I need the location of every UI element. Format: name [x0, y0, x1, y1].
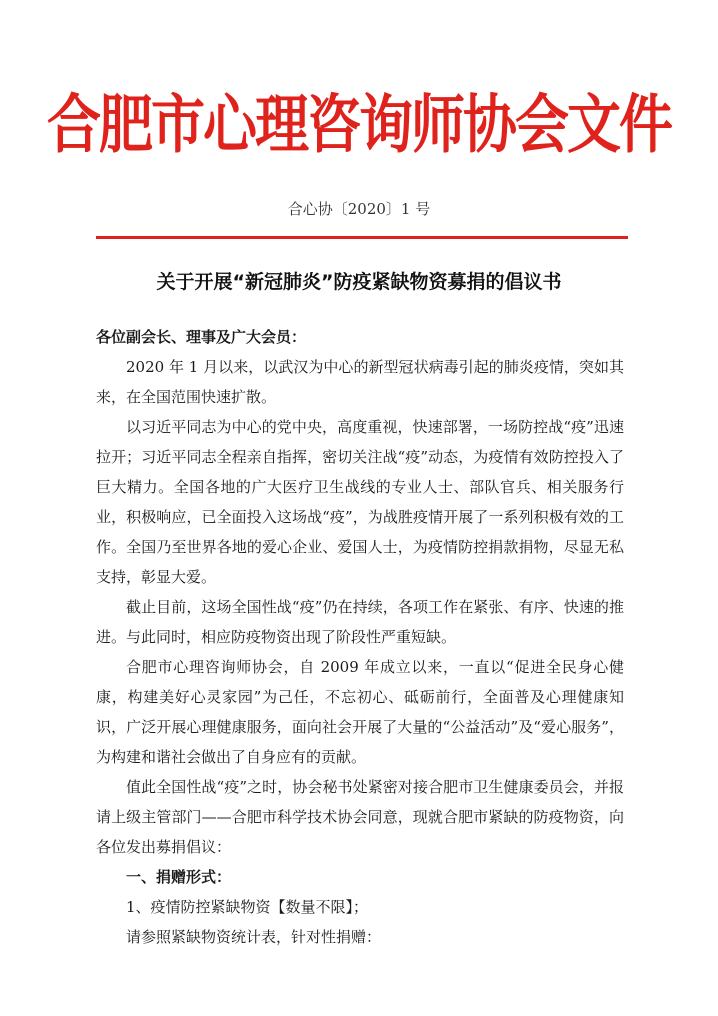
red-divider-line	[96, 236, 628, 239]
body-paragraph-4: 合肥市心理咨询师协会，自 2009 年成立以来，一直以“促进全民身心健康，构建美好心灵家园”为己任，不忘初心、砥砺前行，全面普及心理健康知识，广泛开展心理健康服务，面向社会开展了大量的“公益活动”及“爱心服务”，为构建和谐社会做出了自身应有的贡献。	[96, 658, 624, 766]
section-heading-donation-form: 一、捐赠形式：	[126, 868, 232, 886]
body-paragraph-5: 值此全国性战“疫”之时，协会秘书处紧密对接合肥市卫生健康委员会，并报请上级主管部门——合肥市科学技术协会同意，现就合肥市紧缺的防疫物资，向各位发出募捐倡议：	[96, 778, 624, 856]
body-paragraph-2: 以习近平同志为中心的党中央，高度重视，快速部署，一场防控战“疫”迅速拉开；习近平同志全程亲自指挥，密切关注战“疫”动态，为疫情有效防控投入了巨大精力。全国各地的广大医疗卫生战线的专业人士、部队官兵、相关服务行业，积极响应，已全面投入这场战“疫”，为战胜疫情开展了一系列积极有效的工作。全国乃至世界各地的爱心企业、爱国人士，为疫情防控捐款捐物，尽显无私支持，彰显大爱。	[96, 418, 624, 586]
body-paragraph-3: 截止目前，这场全国性战“疫”仍在持续，各项工作在紧张、有序、快速的推进。与此同时，相应防疫物资出现了阶段性严重短缺。	[96, 598, 624, 646]
donation-item-1: 1、疫情防控紧缺物资【数量不限】；	[126, 898, 369, 916]
letterhead-title: 合肥市心理咨询师协会文件	[47, 87, 671, 162]
body-paragraph-1: 2020 年 1 月以来，以武汉为中心的新型冠状病毒引起的肺炎疫情，突如其来，在全国范围快速扩散。	[96, 358, 624, 406]
donation-item-1-note: 请参照紧缺物资统计表，针对性捐赠：	[126, 928, 382, 946]
document-body	[96, 322, 624, 952]
document-number: 合心协〔2020〕1 号	[287, 200, 431, 218]
salutation: 各位副会长、理事及广大会员：	[96, 328, 307, 346]
document-title: 关于开展“新冠肺炎”防疫紧缺物资募捐的倡议书	[156, 271, 562, 293]
